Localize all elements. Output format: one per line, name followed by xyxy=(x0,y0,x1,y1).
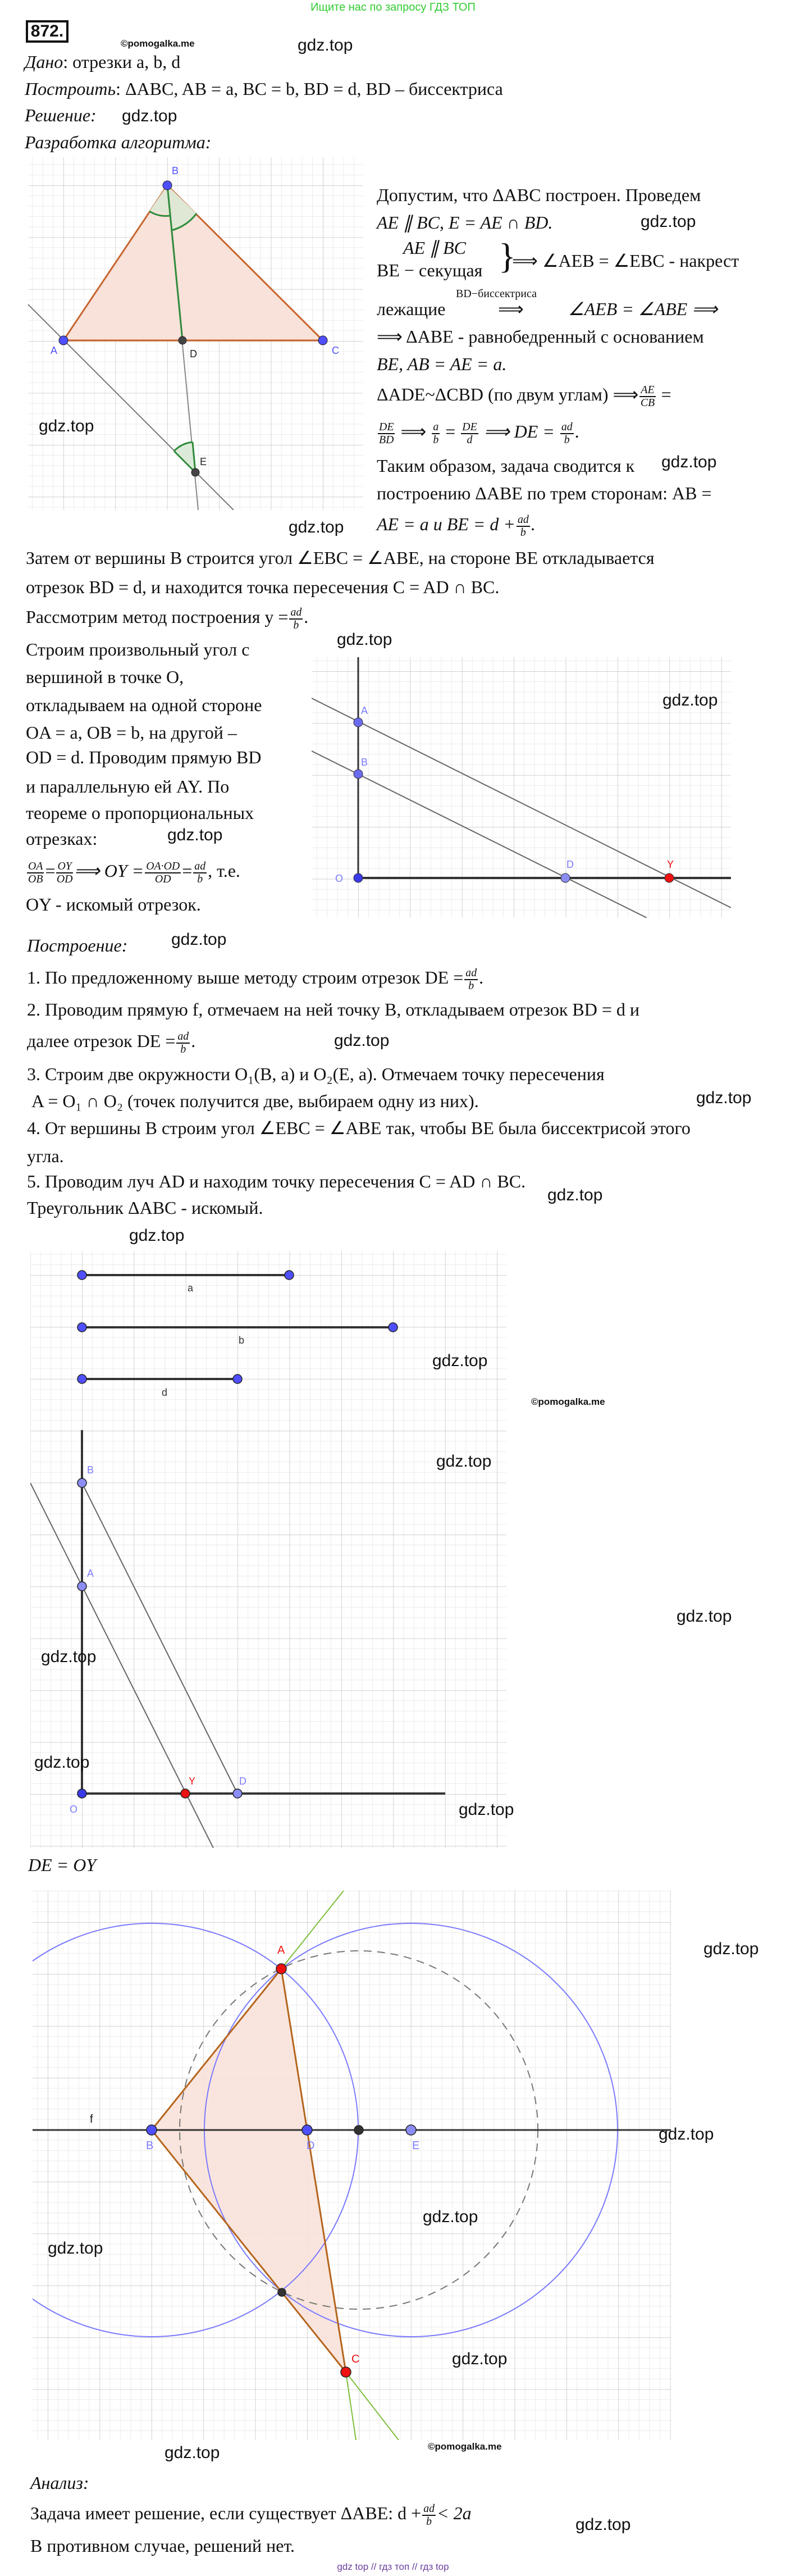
gdz-watermark: gdz.top xyxy=(432,1351,488,1370)
point-e xyxy=(191,468,199,476)
method-line: откладываем на одной стороне xyxy=(26,695,262,715)
label-b-segment: b xyxy=(239,1335,245,1346)
gdz-watermark: gdz.top xyxy=(659,2125,714,2143)
label-c: C xyxy=(332,345,339,356)
analysis-line-10: построению ΔABE по трем сторонам: AB = xyxy=(377,483,712,503)
figure-final-construction xyxy=(33,1891,671,2440)
step-1: 1. По предложенному выше методу строим отрезок DE = $\frac{ad}{b}$ . xyxy=(27,967,484,992)
label-a: A xyxy=(51,345,58,356)
algorithm-heading: Разработка алгоритма: xyxy=(25,132,212,152)
point-a xyxy=(77,1582,86,1591)
gdz-watermark: gdz.top xyxy=(167,826,223,844)
analysis-conclusion: В противном случае, решений нет. xyxy=(30,2536,295,2556)
gdz-watermark: gdz.top xyxy=(171,930,227,949)
step-2b: далее отрезок DE = $\frac{ad}{b}$ . xyxy=(27,1030,196,1055)
step-3b: A = O₁ ∩ O₂ (точек получится две, выбираем одну из них). xyxy=(31,1091,479,1111)
point-c xyxy=(341,2367,351,2377)
brace-result: ⟹ ∠AEB = ∠EBC - накрест xyxy=(512,251,739,271)
construction-heading: Построение: xyxy=(27,935,128,955)
method-line: отрезках: xyxy=(26,829,98,849)
method-line: и параллельную ей AY. По xyxy=(26,776,230,797)
label-y: Y xyxy=(189,1776,196,1787)
step-4: 4. От вершины B строим угол ∠EBC = ∠ABE так, чтобы BE была биссектрисой этого xyxy=(27,1118,691,1138)
label-b: B xyxy=(361,757,368,768)
method-line: Строим произвольный угол с xyxy=(26,639,250,659)
point-b xyxy=(147,2125,157,2135)
brace-top: AE ∥ BC xyxy=(403,238,466,258)
gdz-watermark: gdz.top xyxy=(641,212,696,231)
analysis-line-4a: лежащие xyxy=(377,299,446,319)
label-f: f xyxy=(90,2113,93,2126)
label-b: B xyxy=(146,2140,154,2152)
gdz-watermark: gdz.top xyxy=(39,417,94,435)
point-d xyxy=(561,873,570,882)
method-line: OA = a, OB = b, на другой – xyxy=(26,722,237,743)
point-c xyxy=(318,336,327,345)
gdz-watermark: gdz.top xyxy=(662,691,718,709)
construction-result: Треугольник ΔABC - искомый. xyxy=(27,1198,263,1218)
label-b: B xyxy=(172,165,179,176)
point-midpoint xyxy=(354,2126,363,2134)
gdz-watermark: gdz.top xyxy=(575,2515,631,2534)
label-a-segment: a xyxy=(188,1282,194,1294)
gdz-watermark: gdz.top xyxy=(34,1753,90,1772)
label-a: A xyxy=(87,1568,94,1579)
figure-segments-and-de xyxy=(30,1251,506,1848)
step-5: 5. Проводим луч AD и находим точку пересечения C = AD ∩ BC. xyxy=(27,1171,526,1191)
analysis-line-1: Допустим, что ΔABC построен. Проведем xyxy=(377,185,701,205)
gdz-watermark: gdz.top xyxy=(41,1647,97,1666)
point-o xyxy=(77,1789,86,1798)
brace-icon: } xyxy=(499,236,516,276)
gdz-watermark: gdz.top xyxy=(423,2208,478,2226)
gdz-watermark: gdz.top xyxy=(703,1940,759,1958)
method-line: OD = d. Проводим прямую BD xyxy=(26,747,262,767)
gdz-watermark: gdz.top xyxy=(337,630,392,649)
analysis-line-11: AE = a и BE = d + $\frac{ad}{b}$ . xyxy=(377,513,536,539)
de-equals-oy: DE = OY xyxy=(28,1855,97,1875)
step-4b: угла. xyxy=(27,1146,64,1166)
then-line-2: отрезок BD = d, и находится точка пересечения C = AD ∩ BC. xyxy=(26,577,500,597)
method-formula: $\frac{OA}{OB}$ = $\frac{OY}{OD}$ ⟹ OY = $\frac{OA\cdot OD}{OD}$ = $\frac{ad}{b}$ , т.е. xyxy=(28,860,240,885)
then-line-1: Затем от вершины B строится угол ∠EBC = ∠ABE, на стороне BE откладывается xyxy=(26,548,655,568)
point-e xyxy=(406,2125,416,2135)
given-line xyxy=(25,52,180,72)
gdz-watermark: gdz.top xyxy=(459,1800,514,1819)
given-text: : отрезки a, b, d xyxy=(63,52,181,72)
analysis-line-7: ΔADE~ΔCBD (по двум углам) ⟹ $\frac{AE}{CB}$ = xyxy=(377,384,671,409)
analysis-line-9: Таким образом, задача сводится к xyxy=(377,456,635,476)
footer-links[interactable]: gdz top // гдз топ // гдз top xyxy=(337,2561,449,2572)
gdz-watermark: gdz.top xyxy=(122,107,177,125)
label-d: D xyxy=(307,2140,315,2152)
gdz-watermark: gdz.top xyxy=(452,2350,508,2368)
analysis-line-4c: ∠AEB = ∠ABE ⟹ xyxy=(568,299,718,319)
label-a: A xyxy=(361,705,368,716)
method-line: теореме о пропорциональных xyxy=(26,803,254,823)
solution-heading: Решение: xyxy=(25,105,97,125)
pomogalka-watermark: ©pomogalka.me xyxy=(531,1396,605,1407)
point-d xyxy=(302,2125,312,2135)
gdz-watermark: gdz.top xyxy=(334,1031,390,1050)
label-o: O xyxy=(335,873,344,884)
problem-number: 872. xyxy=(26,20,68,43)
point-o xyxy=(354,873,363,882)
pomogalka-watermark: ©pomogalka.me xyxy=(428,2441,502,2452)
analysis-line-6: BE, AB = AE = a. xyxy=(377,354,507,374)
analysis-line-2: AE ∥ BC, E = AE ∩ BD. xyxy=(377,212,553,233)
point-b xyxy=(354,770,363,779)
gdz-watermark: gdz.top xyxy=(298,36,353,54)
point-a xyxy=(276,1964,286,1974)
label-d: D xyxy=(566,859,574,870)
label-e: E xyxy=(412,2140,420,2152)
gdz-watermark: gdz.top xyxy=(436,1452,492,1471)
gdz-watermark: gdz.top xyxy=(129,1226,185,1245)
point-y xyxy=(181,1789,190,1798)
construct-line xyxy=(25,79,503,99)
over-arrow-note: BD−биссектриса xyxy=(456,288,537,300)
label-d: D xyxy=(239,1776,246,1787)
point-a xyxy=(354,718,363,727)
gdz-watermark: gdz.top xyxy=(677,1607,732,1626)
label-o: O xyxy=(70,1804,78,1815)
method-line: вершиной в точке O, xyxy=(26,667,184,687)
analysis-line-4b: ⟹ xyxy=(498,299,524,319)
grid xyxy=(30,1251,506,1848)
step-2: 2. Проводим прямую f, отмечаем на ней точку B, откладываем отрезок BD = d и xyxy=(27,999,639,1020)
gdz-watermark: gdz.top xyxy=(48,2239,103,2258)
then-line-3: Рассмотрим метод построения y = $\frac{ad}{b}$ . xyxy=(26,606,309,631)
step-3: 3. Строим две окружности O₁(B, a) и O₂(E, a). Отмечаем точку пересечения xyxy=(27,1064,605,1084)
gdz-watermark: gdz.top xyxy=(289,518,344,536)
point-d xyxy=(179,336,186,344)
point-b xyxy=(163,181,172,190)
construct-label: Построить xyxy=(25,79,116,99)
brace-bottom: BE − секущая xyxy=(377,260,483,280)
label-a: A xyxy=(277,1944,285,1956)
label-d: D xyxy=(190,348,197,359)
point-y xyxy=(665,873,674,882)
construct-text: : ΔABC, AB = a, BC = b, BD = d, BD – биссектриса xyxy=(116,79,503,99)
gdz-watermark: gdz.top xyxy=(696,1089,752,1107)
analysis-line-8: $\frac{DE}{BD}$ ⟹ $\frac{a}{b}$ = $\frac{DE}{d}$ ⟹ DE = $\frac{ad}{b}$ . xyxy=(379,421,579,446)
pomogalka-watermark: ©pomogalka.me xyxy=(121,38,195,49)
analysis-line-5: ⟹ ΔABE - равнобедренный с основанием xyxy=(377,326,704,347)
gdz-watermark: gdz.top xyxy=(661,453,717,471)
label-b: B xyxy=(87,1464,94,1476)
label-e: E xyxy=(200,456,207,467)
point-d xyxy=(233,1789,242,1798)
point-second-intersection xyxy=(278,2288,286,2296)
point-b xyxy=(77,1478,86,1487)
label-c: C xyxy=(351,2353,360,2365)
analysis-condition: Задача имеет решение, если существует ΔABE: d + $\frac{ad}{b}$ < 2a xyxy=(30,2502,472,2528)
label-d-segment: d xyxy=(162,1387,168,1398)
gdz-watermark: gdz.top xyxy=(547,1186,603,1204)
fraction: $\frac{AE}{CB}$ xyxy=(640,384,655,409)
analysis-heading: Анализ: xyxy=(30,2473,89,2493)
point-a xyxy=(59,336,68,345)
label-y: Y xyxy=(667,859,674,870)
given-label: Дано xyxy=(25,52,63,72)
figure-triangle-analysis xyxy=(28,157,363,510)
gdz-watermark: gdz.top xyxy=(164,2443,220,2462)
top-banner[interactable]: Ищите нас по запросу ГДЗ ТОП xyxy=(310,1,476,13)
method-last: OY - искомый отрезок. xyxy=(26,894,201,914)
